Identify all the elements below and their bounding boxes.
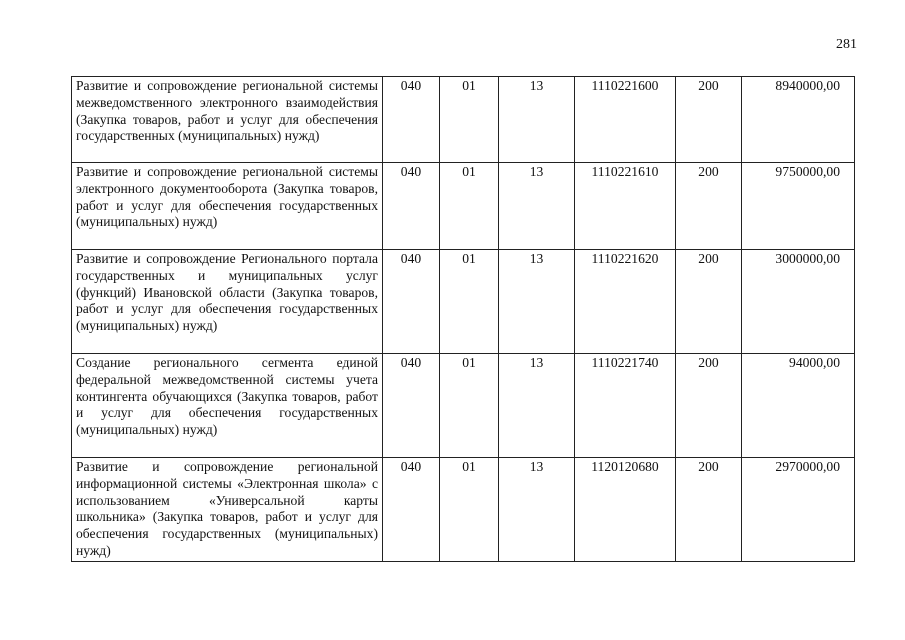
subsection-code: 13: [499, 163, 575, 250]
expense-type-code: 200: [676, 458, 742, 562]
amount-value: 8940000,00: [742, 77, 855, 163]
expense-type-code: 200: [676, 77, 742, 163]
ministry-code: 040: [383, 250, 440, 354]
expense-type-code: 200: [676, 163, 742, 250]
amount-value: 2970000,00: [742, 458, 855, 562]
section-code: 01: [440, 250, 499, 354]
section-code: 01: [440, 354, 499, 458]
subsection-code: 13: [499, 250, 575, 354]
ministry-code: 040: [383, 77, 440, 163]
ministry-code: 040: [383, 458, 440, 562]
subsection-code: 13: [499, 77, 575, 163]
row-description: Развитие и сопровождение Регионального портала государственных и муниципальных услуг (функций) Ивановской области (Закупка товаров, работ и услуг для обеспечения государственных (муниципальных) нужд): [72, 250, 383, 354]
subsection-code: 13: [499, 354, 575, 458]
amount-value: 9750000,00: [742, 163, 855, 250]
row-description: Создание регионального сегмента единой федеральной межведомственной системы учета контингента обучающихся (Закупка товаров, работ и услуг для обеспечения государственных (муниципальных) нужд): [72, 354, 383, 458]
section-code: 01: [440, 77, 499, 163]
expense-type-code: 200: [676, 250, 742, 354]
target-article-code: 1110221610: [575, 163, 676, 250]
amount-value: 3000000,00: [742, 250, 855, 354]
section-code: 01: [440, 458, 499, 562]
ministry-code: 040: [383, 354, 440, 458]
target-article-code: 1110221600: [575, 77, 676, 163]
target-article-code: 1120120680: [575, 458, 676, 562]
row-description: Развитие и сопровождение региональной системы межведомственного электронного взаимодействия (Закупка товаров, работ и услуг для обеспечения государственных (муниципальных) нужд): [72, 77, 383, 163]
amount-value: 94000,00: [742, 354, 855, 458]
table-row: [72, 354, 855, 458]
table-row: [72, 458, 855, 562]
ministry-code: 040: [383, 163, 440, 250]
page-number: 281: [836, 37, 857, 52]
subsection-code: 13: [499, 458, 575, 562]
row-description: Развитие и сопровождение региональной системы электронного документооборота (Закупка товаров, работ и услуг для обеспечения государственных (муниципальных) нужд): [72, 163, 383, 250]
expense-type-code: 200: [676, 354, 742, 458]
budget-table: [71, 76, 855, 562]
target-article-code: 1110221740: [575, 354, 676, 458]
table-row: [72, 163, 855, 250]
table-row: [72, 250, 855, 354]
section-code: 01: [440, 163, 499, 250]
table-row: [72, 77, 855, 163]
row-description: Развитие и сопровождение региональной информационной системы «Электронная школа» с использованием «Универсальной карты школьника» (Закупка товаров, работ и услуг для обеспечения государственных (муниципальных) нужд): [72, 458, 383, 562]
target-article-code: 1110221620: [575, 250, 676, 354]
